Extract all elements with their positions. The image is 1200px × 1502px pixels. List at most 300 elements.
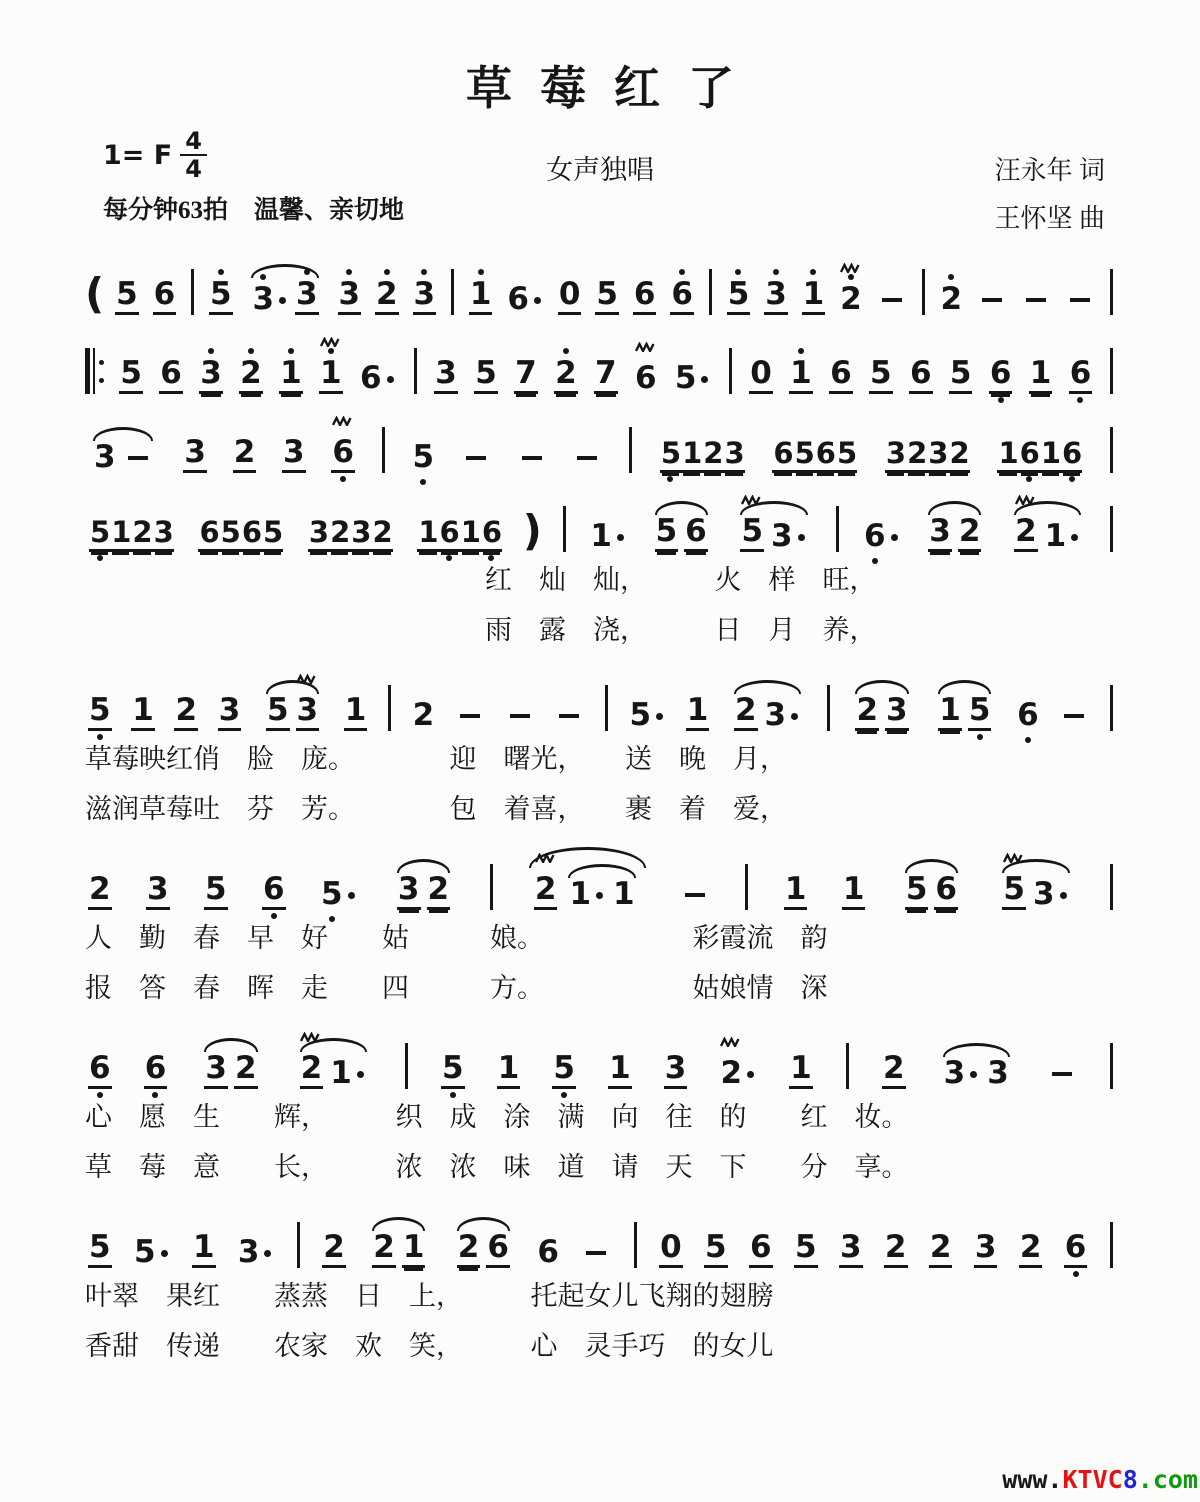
note-digit: 5 bbox=[133, 1234, 156, 1270]
notation-row bbox=[85, 679, 1117, 731]
barline bbox=[629, 427, 632, 473]
note-core bbox=[928, 513, 952, 552]
note-core bbox=[486, 1229, 510, 1268]
watermark-segment: .com bbox=[1137, 1465, 1198, 1494]
note-digit: 2 bbox=[534, 871, 557, 907]
score-line bbox=[85, 263, 1117, 318]
note-digit: 6 bbox=[262, 871, 285, 907]
duration-dash bbox=[1064, 714, 1084, 718]
duration-dash bbox=[586, 1251, 606, 1255]
octave-dot-low bbox=[97, 555, 103, 561]
notation-row bbox=[85, 500, 1117, 555]
note bbox=[938, 692, 962, 731]
note bbox=[457, 1229, 481, 1268]
note-core bbox=[1032, 876, 1056, 912]
note bbox=[1040, 436, 1061, 473]
note-core bbox=[772, 436, 793, 473]
note-core bbox=[174, 692, 198, 731]
note-digit: 2 bbox=[929, 1229, 952, 1265]
note-digit: 6 bbox=[773, 436, 793, 470]
notation-row bbox=[85, 342, 1117, 394]
note-digit: 5 bbox=[475, 355, 497, 391]
note-core bbox=[460, 515, 481, 552]
mordent-icon bbox=[840, 263, 862, 273]
note-digit: 6 bbox=[160, 355, 182, 391]
barline bbox=[1110, 348, 1113, 394]
note-digit: 1 bbox=[320, 355, 342, 391]
note-core bbox=[262, 871, 286, 910]
note-digit: 2 bbox=[907, 436, 927, 470]
note-digit: 2 bbox=[457, 1229, 480, 1265]
note-digit: 7 bbox=[595, 355, 617, 391]
octave-dot-low bbox=[1025, 737, 1031, 743]
note bbox=[329, 515, 350, 552]
octave-dot-low bbox=[420, 479, 426, 485]
note-core bbox=[989, 355, 1013, 394]
notation-row bbox=[85, 1216, 1117, 1268]
lyrics-row: 报 答 春 晖 走 四 方。 姑娘情 深 bbox=[85, 973, 828, 1003]
beam-group bbox=[997, 436, 1082, 473]
note bbox=[1019, 1229, 1043, 1268]
note-digit: 1 bbox=[330, 1055, 352, 1091]
note-core bbox=[885, 692, 909, 731]
note-digit: 5 bbox=[794, 436, 814, 470]
note-digit: 3 bbox=[885, 436, 906, 470]
note-core bbox=[568, 876, 592, 912]
note-digit: 1 bbox=[842, 871, 865, 907]
octave-dot-low bbox=[446, 555, 452, 561]
note bbox=[681, 436, 702, 473]
note-core bbox=[948, 436, 969, 473]
note bbox=[308, 515, 329, 552]
note-core bbox=[402, 1229, 426, 1268]
note-core bbox=[839, 281, 863, 317]
note bbox=[233, 434, 257, 473]
note bbox=[441, 1050, 465, 1089]
note-digit: 1 bbox=[802, 276, 825, 312]
note-core bbox=[882, 1050, 906, 1089]
note bbox=[375, 276, 399, 315]
note-digit: 1 bbox=[1044, 518, 1067, 554]
note-digit: 3 bbox=[218, 692, 241, 728]
note-core bbox=[279, 355, 303, 394]
barline bbox=[1110, 864, 1113, 910]
note bbox=[764, 276, 788, 315]
note-core bbox=[949, 355, 973, 394]
note-core bbox=[749, 1229, 773, 1268]
note-digit: 0 bbox=[660, 1229, 682, 1265]
note-core bbox=[1029, 355, 1053, 394]
note bbox=[131, 692, 155, 731]
note-core bbox=[1016, 697, 1040, 733]
note bbox=[948, 436, 969, 473]
note-core bbox=[474, 355, 498, 394]
octave-dot-low bbox=[1069, 476, 1075, 482]
note-digit: 3 bbox=[435, 355, 457, 391]
barline bbox=[729, 348, 732, 394]
note-core bbox=[159, 355, 183, 394]
note-digit: 6 bbox=[633, 276, 656, 312]
note bbox=[262, 871, 286, 910]
note-digit: 6 bbox=[634, 360, 657, 396]
duration-dash bbox=[882, 298, 902, 302]
note-core bbox=[506, 281, 530, 317]
note bbox=[686, 692, 710, 731]
barline bbox=[846, 1043, 849, 1089]
score-line bbox=[85, 1216, 1117, 1368]
note-digit: 3 bbox=[237, 1234, 260, 1270]
note-core bbox=[218, 692, 242, 731]
slur-group bbox=[737, 513, 810, 554]
note-digit: 3 bbox=[94, 439, 116, 475]
note bbox=[350, 515, 371, 552]
note-digit: 6 bbox=[481, 515, 502, 549]
note-core bbox=[295, 276, 319, 315]
note-core bbox=[702, 436, 723, 473]
note-core bbox=[199, 355, 223, 394]
note-digit: 3 bbox=[283, 434, 305, 470]
note bbox=[174, 692, 198, 731]
duration-dash bbox=[577, 456, 597, 460]
note-digit: 2 bbox=[330, 515, 350, 549]
note-digit: 1 bbox=[1029, 355, 1052, 391]
augmentation-dot bbox=[798, 534, 805, 541]
note-digit: 3 bbox=[296, 276, 318, 312]
note-digit: 6 bbox=[1062, 436, 1082, 470]
note bbox=[789, 355, 813, 394]
barline bbox=[1110, 427, 1113, 473]
note-digit: 3 bbox=[308, 515, 329, 549]
note-digit: 2 bbox=[132, 515, 152, 549]
note-digit: 6 bbox=[909, 355, 932, 391]
note-digit: 2 bbox=[882, 1050, 905, 1086]
beam-group bbox=[89, 515, 174, 552]
note-core bbox=[612, 876, 636, 912]
note-core bbox=[727, 276, 751, 315]
note bbox=[589, 518, 627, 554]
note-core bbox=[234, 1050, 258, 1089]
barline bbox=[1110, 1043, 1113, 1089]
note-digit: 3 bbox=[338, 276, 361, 312]
note-core bbox=[192, 1229, 216, 1268]
note bbox=[1064, 1229, 1088, 1268]
note-core bbox=[237, 1234, 261, 1270]
note-digit: 2 bbox=[949, 436, 969, 470]
note-digit: 5 bbox=[674, 360, 697, 396]
note-core bbox=[320, 876, 344, 912]
barline bbox=[1110, 1222, 1113, 1268]
note bbox=[764, 697, 802, 733]
note-digit: 2 bbox=[376, 276, 398, 312]
note-core bbox=[251, 281, 275, 317]
note bbox=[204, 1050, 228, 1089]
note bbox=[239, 355, 263, 394]
watermark-segment: www. bbox=[1002, 1465, 1063, 1494]
note bbox=[772, 436, 793, 473]
note-core bbox=[497, 1050, 521, 1089]
note-core bbox=[740, 513, 764, 552]
note bbox=[133, 1234, 171, 1270]
duration-dash bbox=[559, 714, 579, 718]
note bbox=[684, 513, 708, 552]
note-core bbox=[815, 436, 836, 473]
note-core bbox=[829, 355, 853, 394]
note-digit: 5 bbox=[89, 692, 111, 728]
expression-text: 温馨、亲切地 bbox=[254, 197, 405, 224]
octave-dot-low bbox=[667, 476, 673, 482]
note bbox=[749, 1229, 773, 1268]
note bbox=[863, 518, 901, 554]
note bbox=[220, 515, 241, 552]
note-digit: 3 bbox=[397, 871, 420, 907]
note-digit: 2 bbox=[884, 1229, 907, 1265]
barline bbox=[1110, 506, 1113, 552]
barline bbox=[297, 1222, 300, 1268]
note-digit: 5 bbox=[949, 355, 972, 391]
octave-dot-high bbox=[421, 269, 427, 275]
note-core bbox=[684, 513, 708, 552]
lyrics-row: 叶翠 果红 蒸蒸 日 上， 托起女儿飞翔的翅膀 bbox=[85, 1281, 774, 1311]
note-core bbox=[262, 515, 283, 552]
note bbox=[204, 871, 228, 910]
note bbox=[802, 276, 826, 315]
note-core bbox=[329, 515, 350, 552]
note-core bbox=[198, 515, 219, 552]
note-core bbox=[659, 1229, 683, 1268]
note-digit: 3 bbox=[664, 1050, 687, 1086]
note-digit: 3 bbox=[987, 1055, 1009, 1091]
octave-dot-high bbox=[948, 274, 954, 280]
note-core bbox=[986, 1055, 1010, 1091]
note-core bbox=[413, 276, 437, 315]
note-digit: 1 bbox=[613, 876, 635, 912]
slur-group bbox=[940, 1055, 1013, 1091]
score-line bbox=[85, 858, 1117, 1010]
note-core bbox=[958, 513, 982, 552]
note-digit: 2 bbox=[427, 871, 450, 907]
note-core bbox=[536, 1234, 560, 1270]
slur-group bbox=[565, 876, 638, 912]
note-digit: 6 bbox=[935, 871, 957, 907]
note-core bbox=[372, 1229, 396, 1268]
note-core bbox=[131, 515, 152, 552]
note-digit: 6 bbox=[507, 281, 529, 317]
note-core bbox=[296, 692, 320, 731]
barline bbox=[405, 1043, 408, 1089]
note bbox=[372, 1229, 396, 1268]
note-core bbox=[204, 1050, 228, 1089]
note bbox=[89, 515, 110, 552]
note bbox=[674, 360, 712, 396]
note bbox=[839, 1229, 863, 1268]
note-digit: 5 bbox=[629, 697, 652, 733]
note bbox=[702, 436, 723, 473]
note-digit: 1 bbox=[497, 1050, 520, 1086]
note-digit: 3 bbox=[205, 1050, 227, 1086]
note bbox=[534, 871, 558, 910]
octave-dot-low bbox=[1026, 476, 1032, 482]
beam-group bbox=[885, 436, 970, 473]
note-digit: 1 bbox=[402, 1229, 425, 1265]
note bbox=[608, 1050, 632, 1089]
note-core bbox=[839, 1229, 863, 1268]
note-core bbox=[469, 276, 493, 315]
note-core bbox=[906, 436, 927, 473]
note bbox=[413, 276, 437, 315]
slur-group bbox=[852, 692, 911, 731]
note-digit: 5 bbox=[116, 276, 138, 312]
note bbox=[1016, 697, 1040, 733]
octave-dot-low bbox=[977, 734, 983, 740]
note bbox=[497, 1050, 521, 1089]
note-digit: 6 bbox=[1019, 436, 1039, 470]
note-core bbox=[338, 276, 362, 315]
note bbox=[402, 1229, 426, 1268]
note-core bbox=[734, 692, 758, 731]
note bbox=[536, 1234, 560, 1270]
note bbox=[427, 871, 451, 910]
note-digit: 6 bbox=[241, 515, 261, 549]
octave-dot-low bbox=[152, 1092, 158, 1098]
note-core bbox=[929, 1229, 953, 1268]
note-digit: 5 bbox=[655, 513, 678, 549]
note-digit: 5 bbox=[204, 871, 227, 907]
note-core bbox=[789, 1050, 813, 1089]
note bbox=[506, 281, 544, 317]
note bbox=[633, 276, 657, 315]
tempo-text: 每分钟63拍 bbox=[103, 197, 229, 224]
repeat-start-sign bbox=[85, 348, 104, 394]
note bbox=[282, 434, 306, 473]
note bbox=[338, 276, 362, 315]
song-title: 草莓红了 bbox=[466, 63, 762, 114]
barline bbox=[490, 864, 493, 910]
note-digit: 5 bbox=[89, 1229, 111, 1265]
note-digit: 3 bbox=[886, 692, 908, 728]
note-digit: 5 bbox=[120, 355, 142, 391]
note bbox=[93, 439, 117, 475]
note bbox=[88, 871, 112, 910]
note bbox=[968, 692, 992, 731]
note-digit: 2 bbox=[175, 692, 198, 728]
note-core bbox=[131, 692, 155, 731]
note bbox=[279, 355, 303, 394]
barline bbox=[191, 269, 194, 315]
note-digit: 5 bbox=[741, 513, 764, 549]
mordent-icon bbox=[635, 342, 657, 352]
duration-dash bbox=[982, 298, 1002, 302]
note-digit: 1 bbox=[192, 1229, 215, 1265]
note-core bbox=[417, 515, 438, 552]
note bbox=[199, 355, 223, 394]
augmentation-dot bbox=[701, 376, 708, 383]
note bbox=[237, 1234, 275, 1270]
note-digit: 1 bbox=[939, 692, 961, 728]
note-digit: 1 bbox=[1040, 436, 1060, 470]
parenthesis: ) bbox=[522, 506, 542, 555]
note bbox=[1061, 436, 1082, 473]
note bbox=[664, 1050, 688, 1089]
octave-dot-high bbox=[328, 348, 334, 354]
score-header bbox=[0, 0, 1200, 238]
note-core bbox=[842, 871, 866, 910]
octave-dot-high bbox=[735, 269, 741, 275]
note bbox=[659, 1229, 683, 1268]
barline bbox=[922, 269, 925, 315]
augmentation-dot bbox=[264, 1250, 271, 1257]
duration-dash bbox=[460, 714, 480, 718]
note-digit: 1 bbox=[111, 515, 131, 549]
note-digit: 5 bbox=[836, 436, 857, 470]
note-digit: 0 bbox=[558, 276, 581, 312]
note bbox=[119, 355, 143, 394]
barline bbox=[563, 506, 566, 552]
augmentation-dot bbox=[387, 376, 394, 383]
note-digit: 6 bbox=[671, 276, 693, 312]
note bbox=[234, 1050, 258, 1089]
slur-group bbox=[201, 1050, 260, 1089]
note-digit: 1 bbox=[418, 515, 438, 549]
note-core bbox=[764, 697, 788, 733]
note bbox=[885, 436, 906, 473]
note bbox=[1014, 513, 1038, 552]
augmentation-dot bbox=[1060, 892, 1067, 899]
lyrics-row: 雨 露 浇， 日 月 养， bbox=[485, 615, 877, 645]
note-digit: 3 bbox=[200, 355, 222, 391]
note-digit: 5 bbox=[209, 276, 232, 312]
note-core bbox=[133, 1234, 157, 1270]
note-core bbox=[359, 360, 383, 396]
note-digit: 2 bbox=[412, 697, 435, 733]
note bbox=[905, 871, 929, 910]
note-digit: 5 bbox=[870, 355, 892, 391]
note bbox=[1032, 876, 1070, 912]
note-digit: 3 bbox=[943, 1055, 966, 1091]
note-core bbox=[719, 1055, 743, 1091]
note-digit: 2 bbox=[703, 436, 723, 470]
note-core bbox=[681, 436, 702, 473]
note-core bbox=[664, 1050, 688, 1089]
duration-dash bbox=[1052, 1072, 1072, 1076]
note bbox=[928, 513, 952, 552]
note-core bbox=[88, 871, 112, 910]
subtitle: 女声独唱 bbox=[546, 155, 654, 185]
note-digit: 5 bbox=[705, 1229, 727, 1265]
duration-dash bbox=[1070, 298, 1090, 302]
note-digit: 3 bbox=[765, 276, 787, 312]
note-core bbox=[457, 1229, 481, 1268]
note-digit: 3 bbox=[184, 434, 206, 470]
note-digit: 1 bbox=[998, 436, 1018, 470]
note-core bbox=[153, 276, 177, 315]
note bbox=[884, 1229, 908, 1268]
note bbox=[434, 355, 458, 394]
note bbox=[869, 355, 893, 394]
note-core bbox=[1019, 1229, 1043, 1268]
note-digit: 2 bbox=[300, 1050, 323, 1086]
note-digit: 6 bbox=[487, 1229, 509, 1265]
note-digit: 2 bbox=[234, 1050, 257, 1086]
note bbox=[927, 436, 948, 473]
note bbox=[842, 871, 866, 910]
note bbox=[885, 692, 909, 731]
note-core bbox=[411, 439, 435, 475]
note-digit: 2 bbox=[734, 692, 757, 728]
watermark bbox=[1002, 1465, 1198, 1494]
note bbox=[1002, 871, 1026, 910]
note bbox=[815, 436, 836, 473]
note-core bbox=[802, 276, 826, 315]
